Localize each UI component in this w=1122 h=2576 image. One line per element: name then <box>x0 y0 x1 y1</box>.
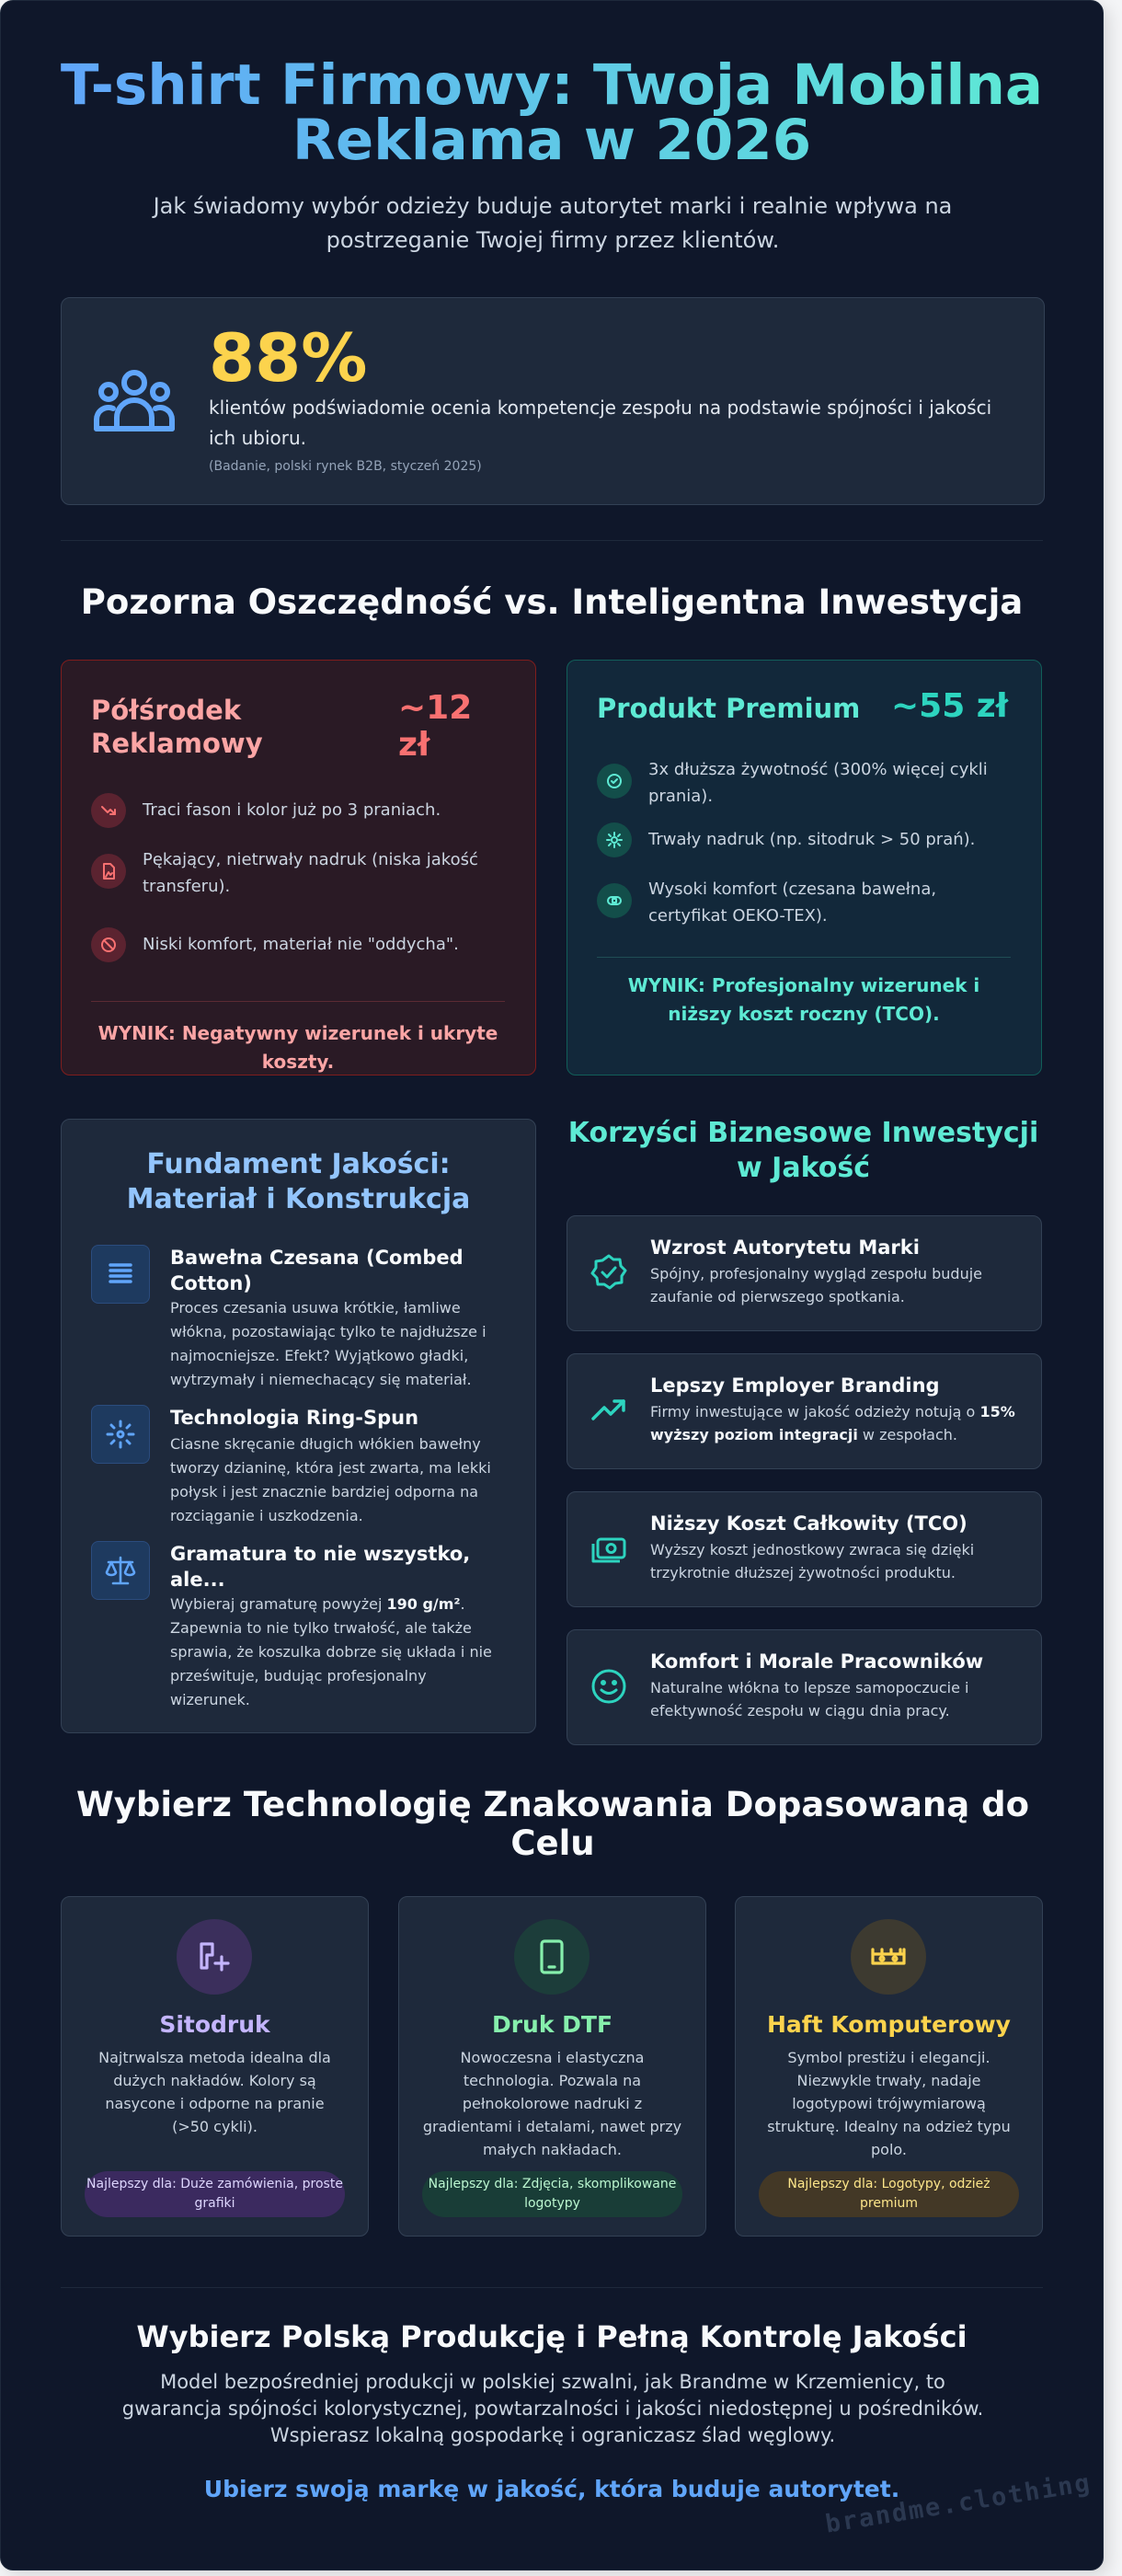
foundation-item-desc: Wybieraj gramaturę powyżej 190 g/m². Zapewnia to nie tylko trwałość, ale także sprawia, że koszulka dobrze się układa i nie prześwituje, budując profesjonalny wizerunek. <box>170 1595 492 1708</box>
technique-card: Druk DTF Nowoczesna i elastyczna technologia. Pozwala na pełnokolorowe nadruki z gradientami i detalami, nawet przy małych nakładach. Najlepszy dla: Zdjęcia, skomplikowane logotypy <box>398 1896 706 2237</box>
comparison-heading: Pozorna Oszczędność vs. Inteligentna Inwestycja <box>80 582 1024 622</box>
best-for-pill: Najlepszy dla: Duże zamówienia, proste grafiki <box>85 2171 345 2217</box>
premium-item: Trwały nadruk (np. sitodruk > 50 prań). <box>597 822 1020 857</box>
premium-price: ~55 zł <box>891 687 1009 725</box>
cheap-item: Niski komfort, materiał nie "oddycha". <box>91 927 514 962</box>
stat-value: 88% <box>209 319 368 397</box>
money-icon <box>590 1529 628 1568</box>
best-for-pill: Najlepszy dla: Logotypy, odzież premium <box>759 2171 1019 2217</box>
benefit-card: Lepszy Employer Branding Firmy inwestujące w jakość odzieży notują o 15% wyższy poziom integracji w zespołach. <box>567 1353 1042 1469</box>
premium-product-card <box>567 660 1042 1075</box>
cheap-item: Traci fason i kolor już po 3 praniach. <box>91 793 514 828</box>
divider <box>61 540 1043 541</box>
trend-down-icon <box>91 793 126 828</box>
technique-card: Sitodruk Najtrwalsza metoda idealna dla dużych nakładów. Kolory są nasycone i odporne na pranie (>50 cykli). Najlepszy dla: Duże zamówienia, proste grafiki <box>61 1896 369 2237</box>
divider <box>61 2287 1043 2288</box>
ban-icon <box>91 927 126 962</box>
foundation-card <box>61 1119 536 1733</box>
broken-file-icon <box>91 854 126 889</box>
cheap-item: Pękający, nietrwały nadruk (niska jakość transferu). <box>91 846 514 900</box>
trend-up-icon <box>590 1391 628 1430</box>
smile-icon <box>590 1667 628 1706</box>
foundation-item-desc: Ciasne skręcanie długich włókien bawełny tworzy dzianinę, która jest zwarta, ma lekki połysk i jest znacznie bardziej odporna na rozciąganie i uszkodzenia. <box>170 1435 491 1524</box>
page-title: T-shirt Firmowy: Twoja Mobilna Reklama w 2026 <box>56 58 1048 168</box>
premium-title: Produkt Premium <box>597 693 861 724</box>
spinner-icon <box>91 1405 150 1464</box>
stat-source: (Badanie, polski rynek B2B, styczeń 2025) <box>209 459 482 474</box>
technique-card: Haft Komputerowy Symbol prestiżu i elegancji. Niezwykle trwały, nadaje logotypowi trójwymiarową strukturę. Idealny na odzież typu polo. Najlepszy dla: Logotypy, odzież premium <box>735 1896 1043 2237</box>
benefit-card: Komfort i Morale Pracowników Naturalne włókna to lepsze samopoczucie i efektywność zespołu w ciągu dnia pracy. <box>567 1629 1042 1745</box>
benefit-card: Niższy Koszt Całkowity (TCO) Wyższy koszt jednostkowy zwraca się dzięki trzykrotnie dłuższej żywotności produktu. <box>567 1491 1042 1607</box>
foundation-item-title: Bawełna Czesana (Combed Cotton) <box>170 1247 464 1294</box>
divider <box>597 957 1011 958</box>
badge-check-icon <box>590 1253 628 1292</box>
best-for-pill: Najlepszy dla: Zdjęcia, skomplikowane logotypy <box>422 2171 682 2217</box>
cheap-product-card <box>61 660 536 1075</box>
stat-card <box>61 297 1045 505</box>
users-icon <box>93 364 176 438</box>
foundation-item-title: Gramatura to nie wszystko, ale... <box>170 1543 471 1591</box>
watermark: brandme.clothing <box>823 2468 1093 2539</box>
foundation-item-desc: Proces czesania usuwa krótkie, łamliwe włókna, pozostawiając tylko te najdłuższe i najmocniejsze. Efekt? Wyjątkowo gładki, wytrzymały i niemechacący się materiał. <box>170 1299 487 1388</box>
cheap-title: Półśrodek Reklamowy <box>91 695 263 759</box>
foundation-item-title: Technologia Ring-Spun <box>170 1407 419 1429</box>
footer-heading: Wybierz Polską Produkcję i Pełną Kontrolę Jakości <box>136 2319 967 2354</box>
gear-icon <box>597 822 632 857</box>
benefit-card: Wzrost Autorytetu Marki Spójny, profesjonalny wygląd zespołu buduje zaufanie od pierwszego spotkania. <box>567 1215 1042 1331</box>
benefits-title: Korzyści Biznesowe Inwestycji w Jakość <box>567 1117 1039 1184</box>
divider <box>91 1001 505 1002</box>
cheap-price: ~12 zł <box>398 689 473 764</box>
stat-text: klientów podświadomie ocenia kompetencje zespołu na podstawie spójności i jakości ich ubioru. <box>209 397 992 449</box>
page-subtitle: Jak świadomy wybór odzieży buduje autorytet marki i realnie wpływa na postrzeganie Twojej firmy przez klientów. <box>153 193 953 253</box>
embroidery-icon <box>851 1919 926 1995</box>
foundation-title: Fundament Jakości: Materiał i Konstrukcja <box>126 1148 471 1215</box>
techniques-heading: Wybierz Technologię Znakowania Dopasowaną do Celu <box>75 1785 1030 1863</box>
check-circle-icon <box>597 764 632 799</box>
premium-item: Wysoki komfort (czesana bawełna, certyfikat OEKO-TEX). <box>597 876 1020 929</box>
tablet-icon <box>514 1919 590 1995</box>
premium-result: WYNIK: Profesjonalny wizerunek i niższy koszt roczny (TCO). <box>627 974 980 1025</box>
bandage-icon <box>597 883 632 918</box>
scale-icon <box>91 1541 150 1600</box>
screen-print-icon <box>177 1919 252 1995</box>
footer-cta: Ubierz swoją markę w jakość, która buduje autorytet. <box>203 2476 900 2502</box>
premium-item: 3x dłuższa żywotność (300% więcej cykli prania). <box>597 756 1020 810</box>
align-justify-icon <box>91 1245 150 1304</box>
footer-text: Model bezpośredniej produkcji w polskiej szwalni, jak Brandme w Krzemienicy, to gwarancja spójności kolorystycznej, powtarzalności i jakości niedostępnej u pośredników. Wspierasz lokalną gospodarkę i ograniczasz ślad węglowy. <box>121 2371 984 2446</box>
cheap-result: WYNIK: Negatywny wizerunek i ukryte koszty. <box>97 1022 498 1073</box>
